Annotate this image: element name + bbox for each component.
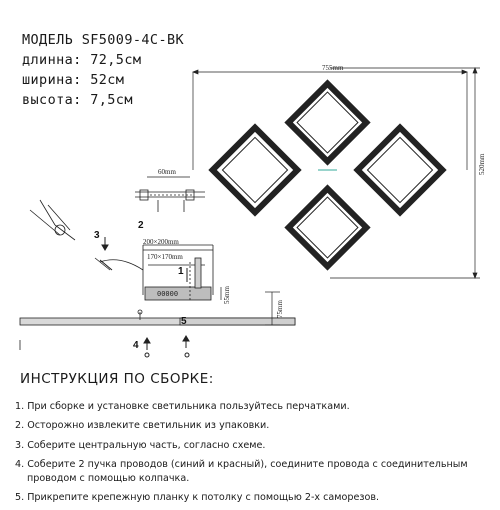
step-text: Соберите центральную часть, согласно схеме. <box>27 439 266 451</box>
dim-height-label: 520mm <box>478 153 486 175</box>
step-4 <box>15 458 495 485</box>
spec-height: высота: 7,5см <box>22 92 133 108</box>
dim-170-label: 170×170mm <box>147 253 183 261</box>
callout-5: 5 <box>181 316 187 327</box>
dim-55-label: 55mm <box>223 286 231 304</box>
step-number: 3. <box>15 439 25 451</box>
model-name: МОДЕЛЬ SF5009-4C-BK <box>22 32 185 48</box>
step-text-continued: проводом с помощью колпачка. <box>27 472 190 484</box>
square-top <box>289 84 367 162</box>
callout-3: 3 <box>94 230 100 241</box>
step-number: 1. <box>15 401 25 412</box>
led-label: 00000 <box>157 290 179 298</box>
connector-detail <box>135 177 205 212</box>
spec-width: ширина: 52см <box>22 72 125 88</box>
step-text: При сборке и установке светильника пользуйтесь перчатками. <box>27 401 350 412</box>
step-number: 5. <box>15 492 25 504</box>
wiring-sketch <box>30 200 75 240</box>
step-2 <box>15 419 495 432</box>
step-3 <box>15 439 495 452</box>
step-5 <box>15 491 495 504</box>
step-text: Осторожно извлеките светильник из упаковки. <box>27 420 270 432</box>
step-text: Прикрепите крепежную планку к потолку с помощью 2-х саморезов. <box>27 492 380 504</box>
square-left <box>213 128 298 213</box>
lamp-body-side-view <box>20 310 295 350</box>
step-number: 4. <box>15 459 25 471</box>
lamp-top-view <box>213 84 443 267</box>
dim-60-label: 60mm <box>158 168 176 176</box>
dim-width-label: 755mm <box>322 64 344 72</box>
spec-length: длинна: 72,5см <box>22 52 142 68</box>
callout-4: 4 <box>133 340 139 351</box>
square-bottom <box>289 189 367 267</box>
square-right <box>358 128 443 213</box>
step-text: Соберите 2 пучка проводов (синий и красный), соедините провода с соединительным <box>27 459 468 471</box>
instructions-list <box>15 400 495 510</box>
step-1 <box>15 400 495 413</box>
instructions-title: ИНСТРУКЦИЯ ПО СБОРКЕ: <box>20 371 214 387</box>
step-number: 2. <box>15 420 25 432</box>
dim-200-label: 200×200mm <box>143 238 179 246</box>
dim-75-label: 75mm <box>276 300 284 318</box>
callout-2: 2 <box>138 220 144 231</box>
callout-1: 1 <box>178 266 184 277</box>
